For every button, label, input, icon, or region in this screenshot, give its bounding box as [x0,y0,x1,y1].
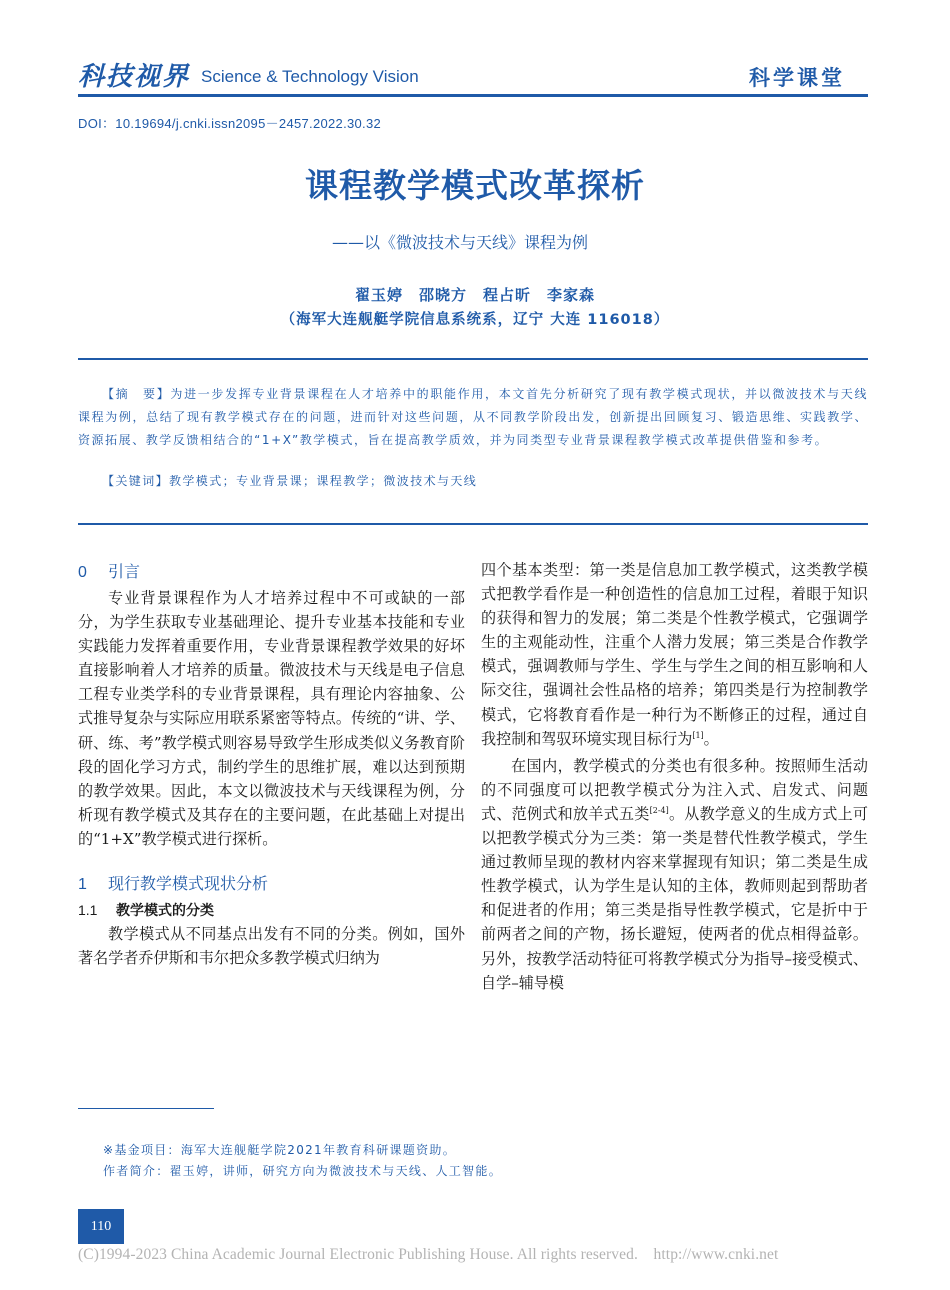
page-number: 110 [78,1209,124,1244]
section-heading [78,872,465,898]
right-column [481,558,868,995]
section-number: 0 [78,564,87,581]
footnote-author: 作者简介：翟玉婷，讲师，研究方向为微波技术与天线、人工智能。 [103,1164,503,1178]
affiliation: （海军大连舰艇学院信息系统系，辽宁 大连 116018） [280,312,670,328]
footnote-fund: ※基金项目：海军大连舰艇学院2021年教育科研课题资助。 [103,1143,456,1157]
paragraph-text: 在国内，教学模式的分类也有很多种。按照师生活动的不同强度可以把教学模式分为注入式、启发式、问题式、范例式和放羊式五类 [481,756,868,823]
paragraph-text: 。 [703,729,719,748]
citation: [2-4] [649,805,669,815]
left-column [78,560,465,970]
paragraph: 教学模式从不同基点出发有不同的分类。例如，国外著名学者乔伊斯和韦尔把众多教学模式归纳为 [78,925,465,968]
paragraph [481,558,868,751]
section-number: 1 [78,876,87,894]
paragraph-text: 四个基本类型：第一类是信息加工教学模式，这类教学模式把教学看作是一种创造性的信息加工过程，着眼于知识的获得和智力的发展；第二类是个性教学模式，它强调学生的主观能动性，注重个人潜力发展；第三类是合作教学模式，强调教师与学生、学生与学生之间的相互影响和人际交往，强调社会性品格的培养；第四类是行为控制教学模式，它将教育看作是一种行为不断修正的过程，通过自我控制和驾驭环境实现目标行为 [481,561,868,748]
abstract: 【摘 要】为进一步发挥专业背景课程在人才培养中的职能作用，本文首先分析研究了现有教学模式现状，并以微波技术与天线课程为例，总结了现有教学模式存在的问题，进而针对这些问题，从不同教学阶段出发，创新提出回顾复习、锻造思维、实践教学、资源拓展、教学反馈相结合的“1+X”教学模式，旨在提高教学质效，并为同类型专业背景课程教学模式改革提供借鉴和参考。 [78,387,868,448]
section-title: 引言 [108,564,141,581]
authors: 翟玉婷 邵晓方 程占昕 李家森 [354,286,595,304]
subsection-number: 1.1 [78,902,98,919]
subsection-title: 教学模式的分类 [116,902,214,919]
paragraph-text: 。从教学意义的生成方式上可以把教学模式分为三类：第一类是替代性教学模式，学生通过教师呈现的教材内容来掌握现有知识；第二类是生成性教学模式，认为学生是认知的主体，教师则起到帮助者和促进者的作用；第三类是指导性教学模式，它是折中于前两者之间的产物，扬长避短，使两者的优点相得益彰。另外，按教学活动特征可将教学模式分为指导–接受模式、自学–辅导模 [481,804,868,992]
subsection-heading [78,898,465,922]
section-heading [78,560,465,586]
journal-name-en: Science & Technology Vision [201,67,419,86]
footnote-rule [78,1108,214,1109]
journal-logo: 科技视界 [78,62,191,92]
abstract-bottom-rule [78,523,868,525]
abstract-top-rule [78,358,868,360]
keywords: 【关键词】教学模式；专业背景课；课程教学；微波技术与天线 [102,474,478,488]
column-name: 科学课堂 [749,65,845,90]
doi: DOI：10.19694/j.cnki.issn2095－2457.2022.30.32 [78,116,382,131]
paragraph: 专业背景课程作为人才培养过程中不可或缺的一部分，为学生获取专业基础理论、提升专业基本技能和专业实践能力发挥着重要作用，专业背景课程教学效果的好坏直接影响着人才培养的质量。微波技术与天线是电子信息工程专业类学科的专业背景课程，具有理论内容抽象、公式推导复杂与实际应用联系紧密等特点。传统的“讲、学、研、练、考”教学模式则容易导致学生形成类似义务教育阶段的固化学习方式，制约学生的思维扩展，难以达到预期的教学效果。因此，本文以微波技术与天线课程为例，分析现有教学模式及其存在的主要问题，在此基础上对提出的“1+X”教学模式进行探析。 [78,589,465,848]
section-title: 现行教学模式现状分析 [108,876,269,894]
copyright-watermark: (C)1994-2023 China Academic Journal Electronic Publishing House. All rights reserved. http://www.cnki.net [78,1246,779,1263]
article-title: 课程教学模式改革探析 [305,166,645,205]
citation: [1] [692,730,704,740]
article-subtitle: ——以《微波技术与天线》课程为例 [332,233,589,252]
paragraph [481,754,868,995]
header-rule [78,94,868,97]
